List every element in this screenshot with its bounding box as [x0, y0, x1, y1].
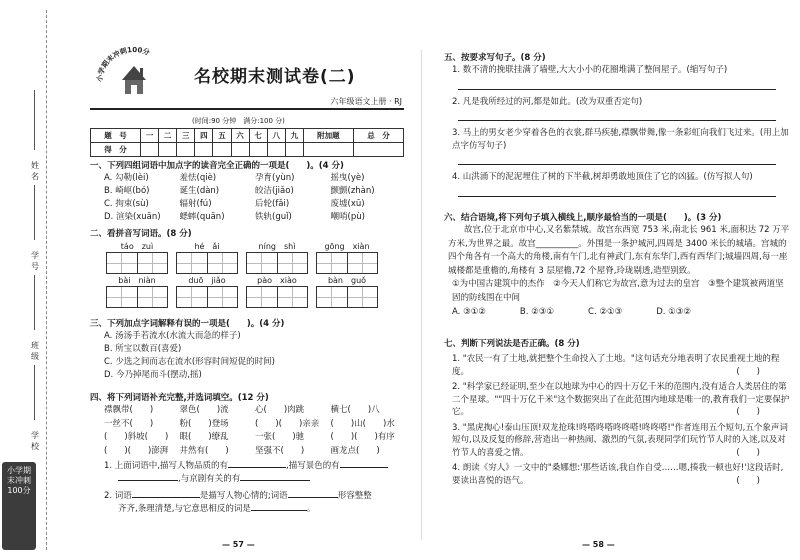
- q3-option[interactable]: C. 少选之间而志在流水(形容时间短促的时间): [104, 357, 275, 367]
- q1-option-word: 颤颤(zhàn): [330, 186, 375, 196]
- question-4: [90, 392, 406, 516]
- score-cell[interactable]: [141, 143, 159, 157]
- judge-parentheses[interactable]: ( ): [736, 475, 760, 486]
- pinyin-box: [246, 242, 308, 274]
- q5-item-1: 1. 数不清的挽联挂满了墙壁,大大小小的花圈堆满了整间屋子。(缩写句子): [452, 65, 728, 75]
- score-header-cell: 二: [159, 129, 177, 143]
- writing-cell[interactable]: [348, 253, 378, 273]
- q1-option-word: D. 渲染(xuān): [104, 212, 161, 222]
- q7-item-text: 3. "黑虎掏心!泰山压顶!双龙抢珠!咚嗒咚嗒咚咚嗒!咚咚嗒!"作者连用五个短句,五个象声词短句,以及反复的修辞,营造出一种热闹、激烈的气氛,表现同学们玩竹节人时的入迷,以及对竹节人的喜爱之情。: [452, 422, 788, 458]
- question-6-heading: 六、结合语境,将下列句子填入横线上,顺序最恰当的一项是( )。(3 分): [444, 213, 722, 223]
- sub1-text-a: 1. 上面词语中,描写人物品质的有: [104, 461, 229, 471]
- writing-cell[interactable]: [177, 287, 208, 307]
- score-header-cell: 六: [231, 129, 249, 143]
- score-cell[interactable]: [285, 143, 303, 157]
- q1-option-word: B. 崎岖(bó): [104, 186, 150, 196]
- q1-option-word: 后轮(fǎi): [255, 199, 290, 209]
- q1-option-word: 诞生(dàn): [179, 186, 220, 196]
- sub1-blank-3[interactable]: [118, 480, 178, 481]
- question-4-sub2: [90, 490, 406, 516]
- question-3-heading: 三、下列加点字词解释有误的一项是( )。(4 分): [90, 319, 285, 329]
- score-header-row: [91, 129, 404, 143]
- writing-cells: [176, 252, 238, 274]
- q7-item-text: 4. 朗读《穷人》一文中的"桑娜想:'那些话该,我自作自受……嗯,揍我一顿也好!'这段话时,要读出喜悦的语气。: [452, 463, 784, 486]
- writing-cell[interactable]: [138, 253, 168, 273]
- question-3-options: [90, 330, 406, 382]
- score-header-cell: 八: [267, 129, 285, 143]
- title-divider: [90, 108, 404, 110]
- idiom-item[interactable]: ( )( )亲亲: [255, 418, 320, 429]
- score-header-cell: 四: [195, 129, 213, 143]
- pinyin-label: gōng xiàn: [324, 242, 370, 251]
- school-logo-icon: [94, 42, 174, 102]
- q5-answer-line-3[interactable]: [458, 164, 776, 165]
- q5-answer-line-2[interactable]: [458, 120, 776, 121]
- score-header-cell: 总 分: [353, 129, 403, 143]
- score-cell[interactable]: [303, 143, 353, 157]
- sub1-text-c: ,与京剧有关的有: [178, 474, 241, 484]
- sub2-text-c: 形容整整: [337, 491, 372, 501]
- logo-text: 小学期末冲刺100分: [95, 45, 151, 83]
- score-table: [90, 128, 404, 157]
- q1-option-word: 羞怯(qiè): [179, 173, 217, 183]
- score-header-cell: 一: [141, 129, 159, 143]
- question-4-heading: 四、将下列词语补充完整,并选词填空。(12 分): [90, 393, 269, 403]
- score-cell[interactable]: [353, 143, 403, 157]
- idiom-item[interactable]: ( )斜坡( ): [104, 432, 169, 442]
- q3-option[interactable]: B. 所宝以数百(喜爱): [104, 344, 182, 354]
- cut-line: [46, 10, 47, 550]
- right-page: [432, 0, 794, 560]
- writing-cell[interactable]: [107, 287, 138, 307]
- idiom-item[interactable]: ( )山( )水: [330, 418, 395, 429]
- pinyin-label: táo zuì: [120, 242, 154, 251]
- idiom-item[interactable]: 坚强不( ): [255, 445, 305, 456]
- idiom-item[interactable]: 一张( )驰: [255, 432, 305, 442]
- score-header-cell: 五: [213, 129, 231, 143]
- student-id-label: 学号: [31, 251, 39, 271]
- writing-cell[interactable]: [177, 253, 208, 273]
- idiom-item[interactable]: 翠色( )流: [179, 405, 229, 415]
- q1-option-word: 摇曳(yè): [330, 173, 365, 183]
- pinyin-label: duō jiǎo: [188, 276, 226, 285]
- score-row-label: 得 分: [91, 143, 141, 157]
- q1-option-word: A. 勾勒(lèi): [104, 173, 149, 183]
- writing-cells: [106, 286, 168, 308]
- q5-item-3: 3. 马上的男女老少穿着各色的衣裳,群马疾驰,襟飘带舞,像一条彩虹向我们飞过来。(用上加点字仿写句子): [452, 128, 789, 151]
- q7-item: [444, 381, 790, 419]
- pinyin-label: hé ǎi: [194, 242, 220, 251]
- q5-item-2: 2. 凡是我所经过的河,都是如此。(改为双重否定句): [452, 96, 643, 107]
- question-4-sub1: [90, 460, 406, 486]
- q3-option[interactable]: D. 今乃掉尾而斗(摆动,摇): [104, 370, 202, 380]
- writing-cells: [106, 252, 168, 274]
- pinyin-box: [176, 276, 238, 308]
- writing-cell[interactable]: [278, 287, 308, 307]
- writing-cell[interactable]: [247, 253, 278, 273]
- question-5: [444, 52, 790, 201]
- idiom-item[interactable]: 粉( )登场: [179, 418, 229, 429]
- class-label: 班级: [31, 341, 39, 361]
- sub1-blank-4[interactable]: [240, 480, 310, 481]
- pinyin-box: [106, 242, 168, 274]
- question-7-heading: 七、判断下列说法是否正确。(8 分): [444, 339, 580, 349]
- writing-cell[interactable]: [138, 287, 168, 307]
- question-7-items: [444, 353, 790, 487]
- sub2-blank-2[interactable]: [288, 497, 338, 498]
- q1-option-word: 皎洁(jiǎo): [255, 186, 294, 196]
- writing-cells: [316, 286, 378, 308]
- pinyin-label: bàn guǒ: [327, 276, 367, 285]
- score-cell[interactable]: [213, 143, 231, 157]
- class-field[interactable]: [34, 275, 35, 330]
- name-label: 姓名: [31, 161, 39, 181]
- time-note: (时间:90 分钟 满分:100 分): [192, 117, 285, 125]
- writing-cell[interactable]: [208, 253, 238, 273]
- score-header-cell: 题 号: [91, 129, 141, 143]
- q1-option-word: 铁轨(guǐ): [255, 212, 292, 222]
- idiom-item[interactable]: 井然有( ): [179, 445, 229, 456]
- writing-cell[interactable]: [317, 253, 348, 273]
- sub2-text-e: 。: [306, 504, 316, 514]
- q1-option-word: 嘲哨(pù): [330, 212, 365, 222]
- q7-item: [444, 353, 790, 378]
- sub2-blank-1[interactable]: [132, 497, 200, 498]
- idiom-item[interactable]: ( )( )澎湃: [104, 445, 169, 456]
- pinyin-box: [106, 276, 168, 308]
- idiom-item[interactable]: 眼( )缭乱: [179, 432, 229, 442]
- writing-cell[interactable]: [247, 287, 278, 307]
- question-2: [90, 228, 406, 308]
- sub2-text-a: 2. 词语: [104, 491, 132, 501]
- page-title: 名校期末测试卷(二): [194, 67, 356, 87]
- side-brand-badge: 小学期末冲刺100分: [2, 462, 36, 550]
- q5-item-4: 4. 山洪涌下的泥泥埋住了树的下半截,树却勇敢地顶住了它的凶猛。(仿写拟人句): [452, 172, 753, 182]
- pinyin-label: níng shì: [258, 242, 296, 251]
- idiom-item[interactable]: ( )( )有序: [330, 432, 395, 442]
- question-7: [444, 338, 790, 487]
- pinyin-label: bài niàn: [118, 276, 156, 285]
- score-value-row: [91, 143, 404, 157]
- writing-cells: [176, 286, 238, 308]
- question-1-options: [90, 172, 406, 224]
- idiom-item[interactable]: 一丝不( ): [104, 418, 154, 429]
- score-cell[interactable]: [177, 143, 195, 157]
- score-header-cell: 九: [285, 129, 303, 143]
- judge-parentheses[interactable]: ( ): [736, 366, 760, 377]
- grade-subtitle: 六年级语文上册 · RJ: [330, 97, 402, 106]
- q5-answer-line-4[interactable]: [458, 196, 776, 197]
- writing-cells: [316, 252, 378, 274]
- q7-item-text: 1. "农民一有了土地,就把整个生命投入了土地。"这句话充分地表明了农民重视土地的程度。: [452, 354, 780, 377]
- q1-option-word: 孕育(yùn): [255, 173, 295, 183]
- name-field[interactable]: [34, 90, 35, 150]
- q1-option-word: 辐射(fú): [179, 199, 212, 209]
- writing-cell[interactable]: [317, 287, 348, 307]
- question-6: [444, 212, 790, 319]
- writing-cell[interactable]: [208, 287, 238, 307]
- score-cell[interactable]: [159, 143, 177, 157]
- page-number-right: — 58 —: [582, 540, 615, 549]
- score-cell[interactable]: [249, 143, 267, 157]
- q1-option-word: 蟋蟀(quān): [179, 212, 225, 222]
- score-cell[interactable]: [195, 143, 213, 157]
- judge-parentheses[interactable]: ( ): [736, 407, 760, 417]
- q6-options[interactable]: A. ③①② B. ②③① C. ②①③ D. ①③②: [452, 307, 692, 317]
- idiom-item[interactable]: 襟飘带( ): [104, 405, 154, 415]
- score-header-cell: 三: [177, 129, 195, 143]
- writing-cells: [246, 286, 308, 308]
- question-1-heading: 一、下列四组词语中加点字的读音完全正确的一项是( )。(4 分): [90, 161, 344, 171]
- idiom-item[interactable]: 心( )肉跳: [255, 405, 305, 415]
- idiom-grid: [90, 404, 406, 458]
- pinyin-box: [246, 276, 308, 308]
- q6-choices: ①为中国古建筑中的杰作 ②今天人们称它为故宫,意为过去的皇宫 ③整个建筑被两道坚固的防线围在中间: [452, 279, 784, 303]
- idiom-item[interactable]: 画龙点( ): [330, 445, 380, 456]
- score-header-cell: 七: [249, 129, 267, 143]
- q3-option[interactable]: A. 汤汤手若流水(水流大而急的样子): [104, 331, 241, 341]
- question-1: [90, 160, 406, 224]
- sub2-text-d: 齐齐,条理清楚,与它意思相反的词是: [118, 504, 251, 514]
- school-field[interactable]: [34, 365, 35, 420]
- idiom-item[interactable]: 横七( )八: [330, 405, 380, 415]
- q1-option-word: C. 拘束(sù): [104, 199, 149, 209]
- pinyin-box: [176, 242, 238, 274]
- writing-cell[interactable]: [348, 287, 378, 307]
- sub1-blank-1[interactable]: [228, 467, 286, 468]
- writing-cell[interactable]: [107, 253, 138, 273]
- binding-strip: [0, 0, 58, 560]
- q7-item: [444, 422, 790, 460]
- pinyin-row-2: [90, 276, 406, 308]
- student-id-field[interactable]: [34, 185, 35, 240]
- q7-item-text: 2. "科学家已经证明,至少在以地球为中心的四十万亿千米的范围内,没有适合人类居住的第二个星球。""四十万亿千米"这个数据突出了在此范围内地球是唯一的,教育我们一定要保护它。: [452, 382, 790, 417]
- pinyin-label: pào xiào: [257, 276, 297, 285]
- question-3: [90, 318, 406, 382]
- center-divider: [421, 50, 422, 540]
- q7-item: [444, 462, 790, 487]
- question-5-heading: 五、按要求写句子。(8 分): [444, 53, 546, 63]
- judge-parentheses[interactable]: ( ): [736, 447, 760, 458]
- school-label: 学校: [31, 431, 39, 451]
- sub1-blank-2[interactable]: [340, 467, 388, 468]
- writing-cell[interactable]: [278, 253, 308, 273]
- pinyin-box: [316, 276, 378, 308]
- score-header-cell: 附加题: [303, 129, 353, 143]
- page-number-left: — 57 —: [222, 540, 255, 549]
- left-page: [62, 0, 410, 560]
- sub1-text-b: ,描写景色的有: [286, 461, 340, 471]
- pinyin-row-1: [90, 242, 406, 274]
- q1-option-word: 废墟(xū): [330, 199, 365, 209]
- score-cell[interactable]: [267, 143, 285, 157]
- sub2-blank-3[interactable]: [251, 510, 307, 511]
- sub2-text-b: 是描写人物心情的;词语: [199, 491, 288, 501]
- question-2-heading: 二、看拼音写词语。(8 分): [90, 229, 192, 239]
- q5-answer-line-1[interactable]: [458, 89, 776, 90]
- writing-cells: [246, 252, 308, 274]
- score-cell[interactable]: [231, 143, 249, 157]
- pinyin-box: [316, 242, 378, 274]
- q6-passage: 故宫,位于北京市中心,又名紫禁城。故宫东西宽 753 米,南北长 961 米,面积达 72 万平方米,为世界之最。故宫__________。外围是一条护城河,四周是 3400 米长的城墙。宫城的四个角各有一个高大的角楼,南有午门,北有神武门,东有东华门,西有西华门;城墙四周,每一座城楼都是重檐的,角楼有 3 层屋檐,72 个屋脊,玲珑剔透,造型别致。: [448, 225, 790, 276]
